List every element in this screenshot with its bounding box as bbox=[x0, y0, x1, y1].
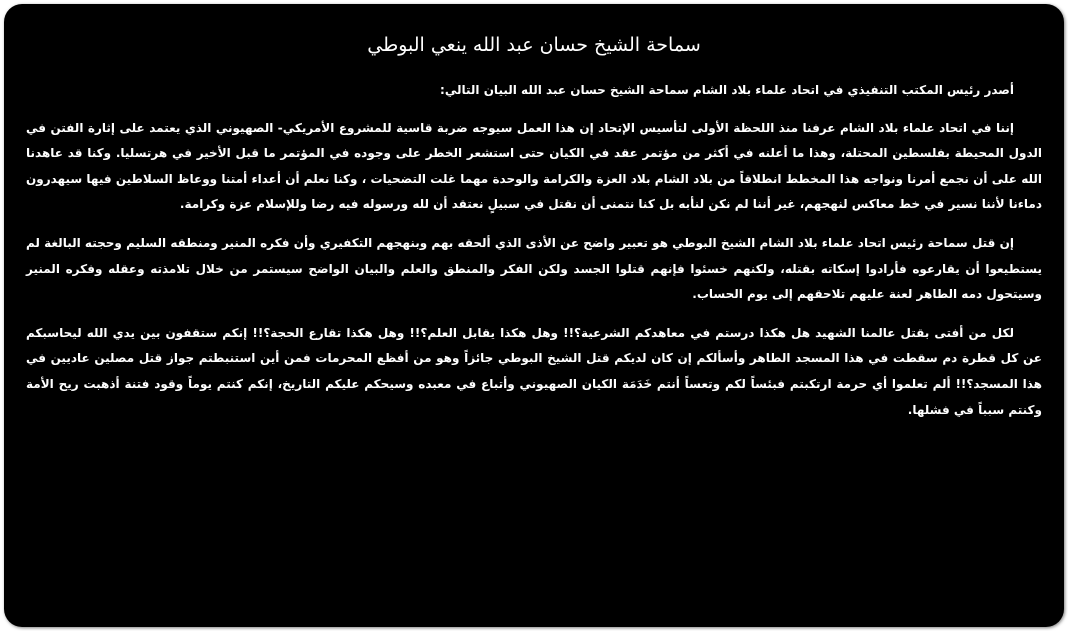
body-paragraph-1: إننا في اتحاد علماء بلاد الشام عرفنا منذ اللحظة الأولى لتأسيس الإتحاد إن هذا العمل سيوجه ضربة قاسية للمشروع الأمريكي- الصهيوني الذي يعتمد على إثارة الفتن في الدول المحيطة بفلسطين المحتلة، وهذا ما أعلنه في أكثر من مؤتمر عقد في الكيان حتى استشعر الخطر على وجوده في المؤتمر ما قبل الأخير في هرتسليا. وكنا قد عاهدنا الله على أن نجمع أمرنا ونواجه هذا المخطط انطلاقاً من بلاد الشام بلاد العزة والكرامة والوحدة مهما غلت التضحيات ، وكنا نعلم أن أعداء أمتنا ووعاظ السلاطين فيها سيهدرون دماءنا لأننا نسير في خط معاكس لنهجهم، غير أننا لم نكن لنأبه بل كنا نتمنى أن نقتل في سبيلٍ نعتقد أن لله ورسوله فيه رضا وللإسلام عزة وكرامة. bbox=[26, 120, 1042, 212]
page-title: سماحة الشيخ حسان عبد الله ينعي البوطي bbox=[367, 34, 701, 56]
statement-panel bbox=[4, 4, 1064, 627]
body-paragraph-2: إن قتل سماحة رئيس اتحاد علماء بلاد الشام الشيخ البوطي هو تعبير واضح عن الأذى الذي ألحقه بهم وبنهجهم التكفيري وأن فكره المنير ومنطقه السليم وحجته البالغة لم يستطيعوا أن يقارعوه فأرادوا إسكاته بقتله، ولكنهم خسئوا فإنهم قتلوا الجسد ولكن الفكر والمنطق والعلم والبيان الواضح سيستمر من خلال تلامذته وعقله وفكره المنير وسيتحول دمه الطاهر لعنة عليهم تلاحقهم إلى يوم الحساب. bbox=[26, 235, 1042, 302]
body-paragraph-3: لكل من أفتى بقتل عالمنا الشهيد هل هكذا درستم في معاهدكم الشرعية؟!! وهل هكذا يقابل العلم؟!! وهل هكذا تقارع الحجة؟!! إنكم ستقفون بين يدي الله ليحاسبكم عن كل قطرة دم سقطت في هذا المسجد الطاهر وأسألكم إن كان لديكم قتل الشيخ البوطي جائزاً وهو من أفظع المحرمات فمن أين استنبطتم جواز قتل مصلين عاديين في هذا المسجد؟!! ألم تعلموا أي حرمة ارتكبتم فبئساً لكم وتعساً أنتم خَدَمَة الكيان الصهيوني وأتباع في معبده وسيحكم عليكم التاريخ، إنكم كنتم يوماً وقود فتنة أذهبت ريح الأمة وكنتم سبباً في فشلها. bbox=[26, 325, 1042, 417]
intro-paragraph: أصدر رئيس المكتب التنفيذي في اتحاد علماء بلاد الشام سماحة الشيخ حسان عبد الله البيان التالي: bbox=[440, 83, 1014, 97]
